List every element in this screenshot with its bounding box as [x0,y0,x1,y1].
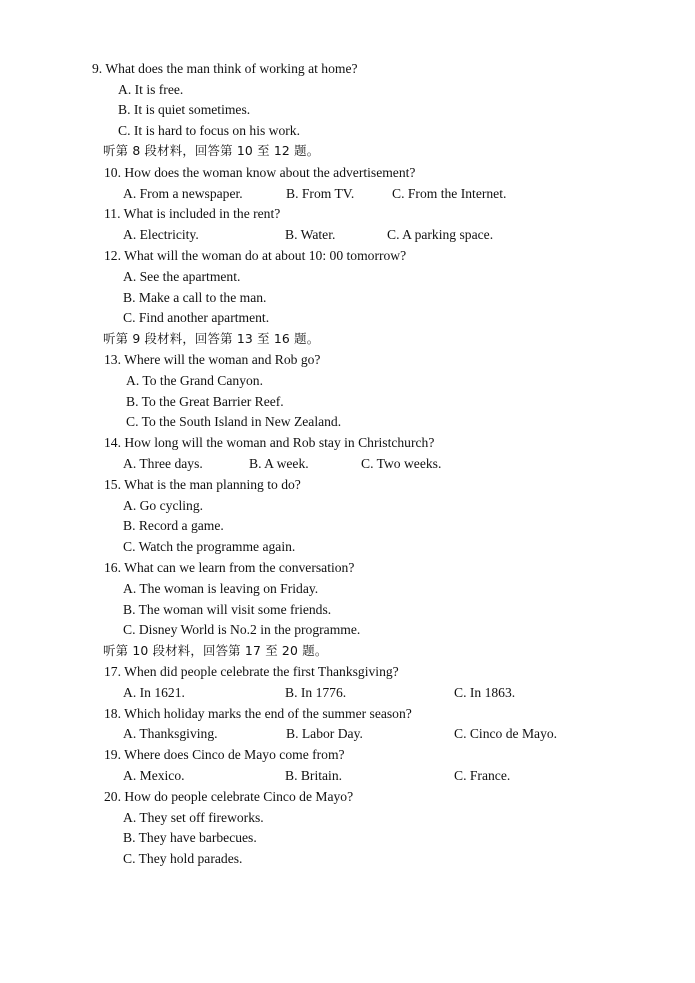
question-15-option-b: B. Record a game. [123,518,224,533]
question-16-option-c: C. Disney World is No.2 in the programme. [123,622,361,637]
question-16-stem: 16. What can we learn from the conversation? [104,560,355,575]
question-15-option-a: A. Go cycling. [123,498,204,513]
question-19-option-b: B. Britain. [285,768,343,783]
question-11-stem: 11. What is included in the rent? [104,206,281,221]
question-11-option-c: C. A parking space. [387,227,494,242]
question-20-option-b: B. They have barbecues. [123,830,257,845]
question-9-option-a: A. It is free. [118,82,184,97]
question-17-option-a: A. In 1621. [123,685,185,700]
question-17-option-b: B. In 1776. [285,685,347,700]
question-19-option-a: A. Mexico. [123,768,185,783]
question-10-option-c: C. From the Internet. [392,186,507,201]
section-10-instruction: 听第 10 段材料，回答第 17 至 20 题。 [103,643,328,658]
question-9-option-b: B. It is quiet sometimes. [118,102,251,117]
question-13-option-b: B. To the Great Barrier Reef. [126,394,284,409]
question-12-stem: 12. What will the woman do at about 10: 00 tomorrow? [104,248,407,263]
question-18-option-c: C. Cinco de Mayo. [454,726,558,741]
question-13-option-a: A. To the Grand Canyon. [126,373,263,388]
question-13-option-c: C. To the South Island in New Zealand. [126,414,342,429]
question-9-option-c: C. It is hard to focus on his work. [118,123,300,138]
question-17-stem: 17. When did people celebrate the first Thanksgiving? [104,664,399,679]
question-12-option-a: A. See the apartment. [123,269,241,284]
question-12-option-b: B. Make a call to the man. [123,290,267,305]
question-18-stem: 18. Which holiday marks the end of the summer season? [104,706,412,721]
section-8-instruction: 听第 8 段材料，回答第 10 至 12 题。 [103,143,320,158]
question-18-option-b: B. Labor Day. [286,726,363,741]
question-19-stem: 19. Where does Cinco de Mayo come from? [104,747,345,762]
question-10-option-b: B. From TV. [286,186,355,201]
question-19-option-c: C. France. [454,768,511,783]
question-16-option-a: A. The woman is leaving on Friday. [123,581,319,596]
question-16-option-b: B. The woman will visit some friends. [123,602,332,617]
question-10-option-a: A. From a newspaper. [123,186,243,201]
question-15-option-c: C. Watch the programme again. [123,539,296,554]
question-20-option-c: C. They hold parades. [123,851,243,866]
question-14-option-c: C. Two weeks. [361,456,442,471]
section-9-instruction: 听第 9 段材料，回答第 13 至 16 题。 [103,331,320,346]
question-11-option-b: B. Water. [285,227,336,242]
question-14-stem: 14. How long will the woman and Rob stay in Christchurch? [104,435,435,450]
question-18-option-a: A. Thanksgiving. [123,726,218,741]
question-12-option-c: C. Find another apartment. [123,310,270,325]
question-20-stem: 20. How do people celebrate Cinco de Mayo? [104,789,354,804]
question-10-stem: 10. How does the woman know about the advertisement? [104,165,416,180]
question-13-stem: 13. Where will the woman and Rob go? [104,352,321,367]
question-17-option-c: C. In 1863. [454,685,516,700]
question-11-option-a: A. Electricity. [123,227,199,242]
question-14-option-b: B. A week. [249,456,309,471]
question-9-stem: 9. What does the man think of working at home? [92,61,358,76]
question-20-option-a: A. They set off fireworks. [123,810,264,825]
question-14-option-a: A. Three days. [123,456,203,471]
question-15-stem: 15. What is the man planning to do? [104,477,301,492]
